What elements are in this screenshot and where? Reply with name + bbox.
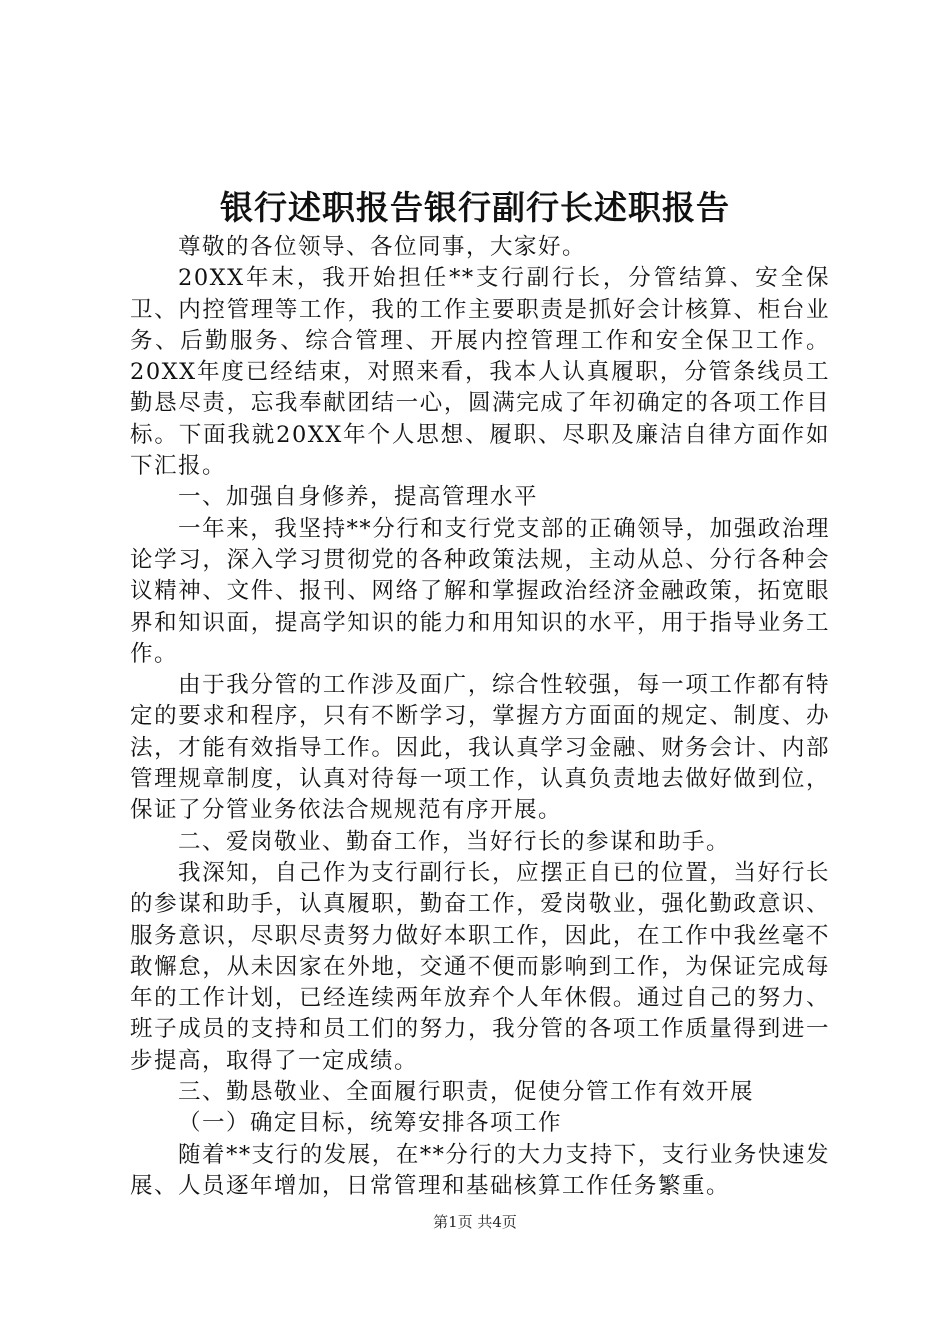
paragraph-intro: 20XX年末，我开始担任**支行副行长，分管结算、安全保卫、内控管理等工作，我的工作主要职责是抓好会计核算、柜台业务、后勤服务、综合管理、开展内控管理工作和安全保卫工作。20XX年度已经结束，对照来看，我本人认真履职，分管条线员工勤恳尽责，忘我奉献团结一心，圆满完成了年初确定的各项工作目标。下面我就20XX年个人思想、履职、尽职及廉洁自律方面作如下汇报。 xyxy=(130,265,830,480)
paragraph-learning: 由于我分管的工作涉及面广，综合性较强，每一项工作都有特定的要求和程序，只有不断学习，掌握方方面面的规定、制度、办法，才能有效指导工作。因此，我认真学习金融、财务会计、内部管理规章制度，认真对待每一项工作，认真负责地去做好做到位，保证了分管业务依法合规规范有序开展。 xyxy=(130,672,830,824)
paragraph-greeting: 尊敬的各位领导、各位同事，大家好。 xyxy=(178,234,587,260)
section-heading-3: 三、勤恳敬业、全面履行职责，促使分管工作有效开展 xyxy=(178,1079,755,1106)
paragraph-development: 随着**支行的发展，在**分行的大力支持下，支行业务快速发展、人员逐年增加，日常管理和基础核算工作任务繁重。 xyxy=(130,1141,830,1199)
section-heading-1: 一、加强自身修养，提高管理水平 xyxy=(178,484,539,511)
section-heading-2: 二、爱岗敬业、勤奋工作，当好行长的参谋和助手。 xyxy=(178,828,731,855)
document-body xyxy=(130,232,830,1202)
document-title: 银行述职报告银行副行长述职报告 xyxy=(220,188,730,227)
page-footer: 第1页 共4页 xyxy=(433,1213,517,1231)
subsection-heading-1: （一）确定目标，统筹安排各项工作 xyxy=(178,1110,563,1137)
paragraph-dedication: 我深知，自己作为支行副行长，应摆正自已的位置，当好行长的参谋和助手，认真履职，勤奋工作，爱岗敬业，强化勤政意识、服务意识，尽职尽责努力做好本职工作，因此，在工作中我丝毫不敢懈怠，从未因家在外地，交通不便而影响到工作，为保证完成每年的工作计划，已经连续两年放弃个人年休假。通过自己的努力、班子成员的支持和员工们的努力，我分管的各项工作质量得到进一步提高，取得了一定成绩。 xyxy=(130,859,830,1074)
paragraph-study: 一年来，我坚持**分行和支行党支部的正确领导，加强政治理论学习，深入学习贯彻党的各种政策法规，主动从总、分行各种会议精神、文件、报刊、网络了解和掌握政治经济金融政策，拓宽眼界和知识面，提高学知识的能力和用知识的水平，用于指导业务工作。 xyxy=(130,515,830,667)
